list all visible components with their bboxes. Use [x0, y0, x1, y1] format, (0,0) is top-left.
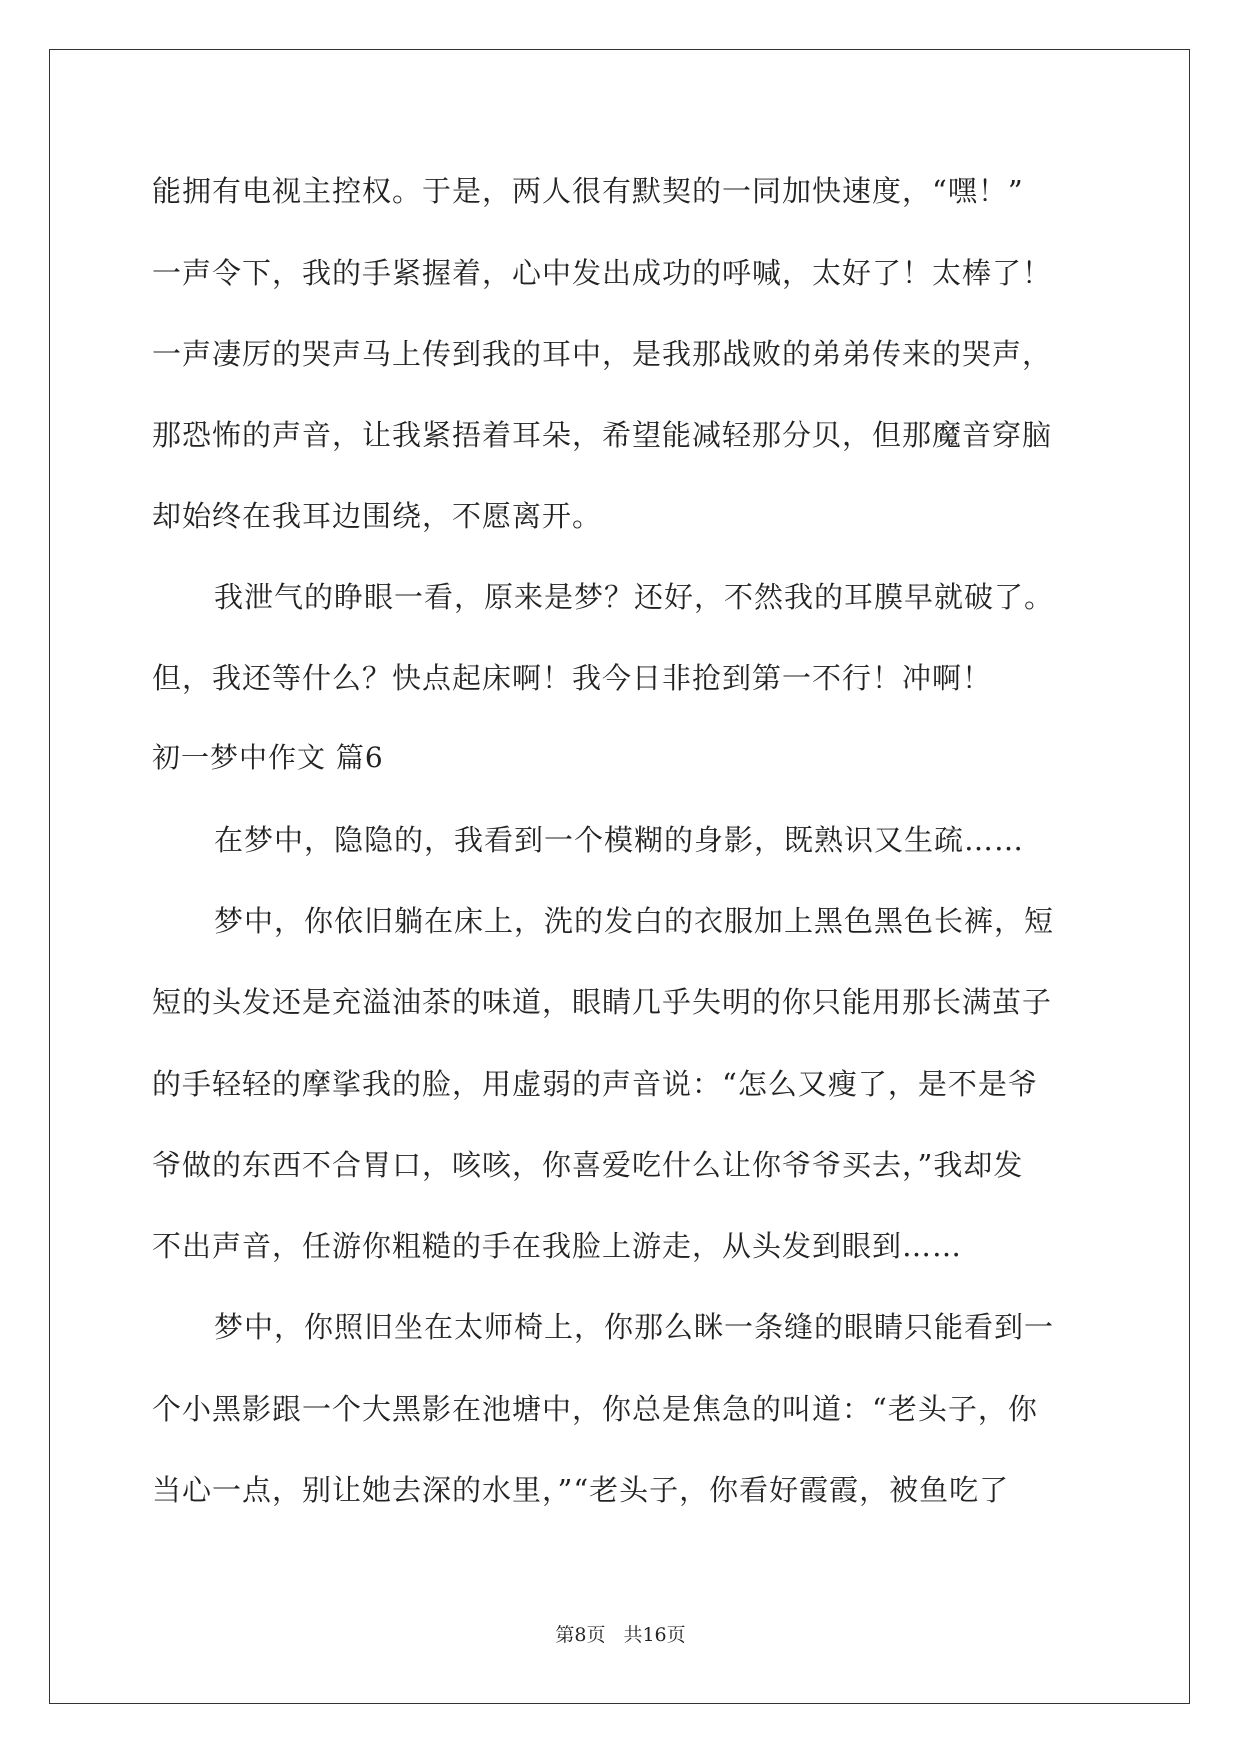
body-line-3: 一声凄厉的哭声马上传到我的耳中，是我那战败的弟弟传来的哭声， [152, 337, 1053, 371]
body-line-17: 当心一点，别让她去深的水里，”“老头子，你看好霞霞，被鱼吃了 [152, 1473, 1010, 1507]
body-line-2: 一声令下，我的手紧握着，心中发出成功的呼喊，太好了！太棒了！ [152, 256, 1053, 290]
body-line-1: 能拥有电视主控权。于是，两人很有默契的一同加快速度，“嘿！” [152, 174, 1024, 208]
section-heading: 初一梦中作文 篇6 [152, 741, 384, 774]
body-line-11: 短的头发还是充溢油茶的味道，眼睛几乎失明的你只能用那长满茧子 [152, 985, 1053, 1019]
body-line-6: 我泄气的睁眼一看，原来是梦？还好，不然我的耳膜早就破了。 [214, 580, 1055, 614]
body-line-15: 梦中，你照旧坐在太师椅上，你那么眯一条缝的眼睛只能看到一 [214, 1310, 1055, 1344]
body-line-14: 不出声音，任游你粗糙的手在我脸上游走，从头发到眼到…… [152, 1229, 963, 1263]
body-line-16: 个小黑影跟一个大黑影在池塘中，你总是焦急的叫道：“老头子，你 [152, 1392, 1038, 1426]
body-line-9: 在梦中，隐隐的，我看到一个模糊的身影，既熟识又生疏…… [214, 823, 1025, 857]
body-line-4: 那恐怖的声音，让我紧捂着耳朵，希望能减轻那分贝，但那魔音穿脑 [152, 418, 1053, 452]
body-line-5: 却始终在我耳边围绕，不愿离开。 [152, 499, 603, 533]
page-border [49, 49, 1190, 1704]
page-number-current: 第8页 [555, 1624, 606, 1646]
page-number-total: 共16页 [623, 1624, 686, 1646]
body-line-13: 爷做的东西不合胃口，咳咳，你喜爱吃什么让你爷爷买去，”我却发 [152, 1148, 1024, 1182]
page-footer [0, 1620, 1241, 1647]
body-line-7: 但，我还等什么？快点起床啊！我今日非抢到第一不行！冲啊！ [152, 661, 993, 695]
body-line-12: 的手轻轻的摩挲我的脸，用虚弱的声音说：“怎么又瘦了，是不是爷 [152, 1067, 1038, 1101]
body-line-10: 梦中，你依旧躺在床上，洗的发白的衣服加上黑色黑色长裤，短 [214, 904, 1055, 938]
